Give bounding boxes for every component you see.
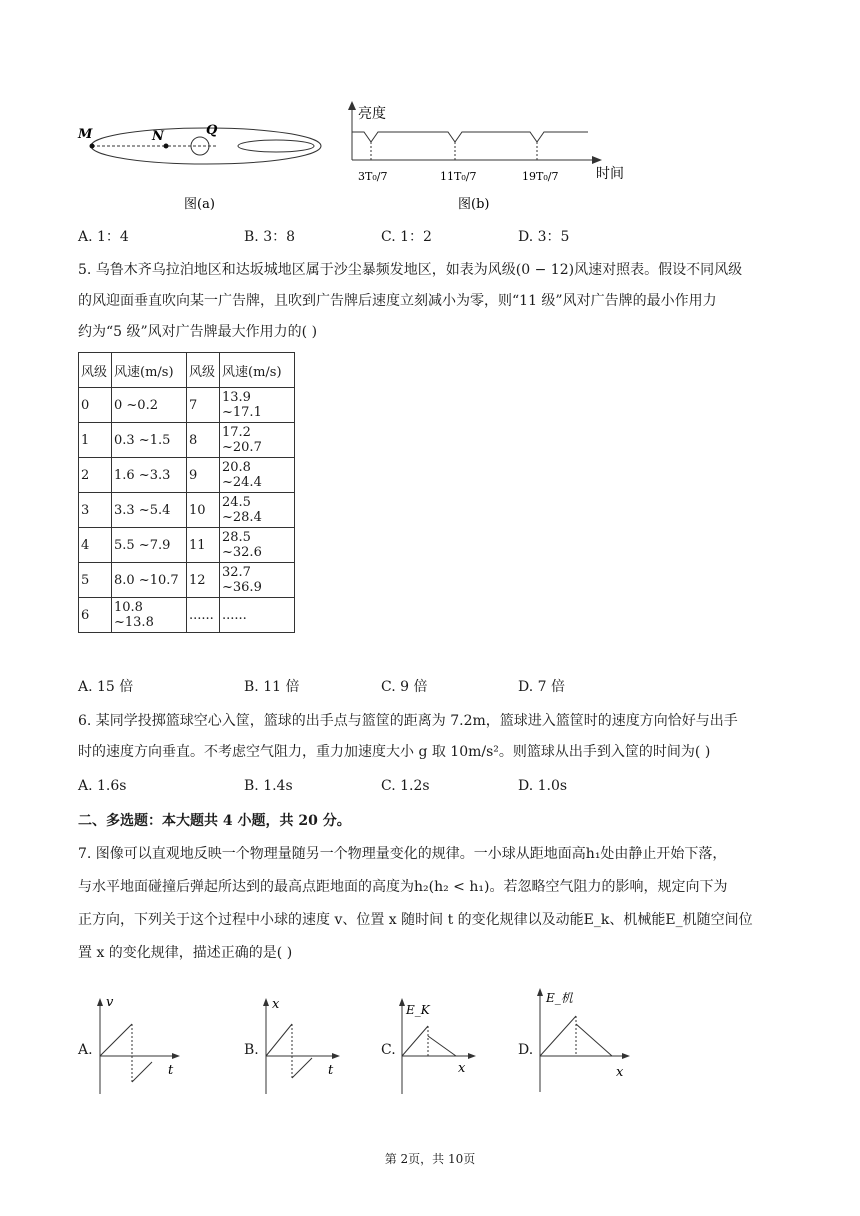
q6-stem-line1: 6. 某同学投掷篮球空心入筐，篮球的出手点与篮筐的距离为 7.2m，篮球进入篮筐时的速度方向恰好与出手 [78, 713, 738, 729]
q5-stem [78, 255, 778, 348]
table-row [79, 563, 295, 598]
table-cell: 10 [187, 493, 220, 528]
q7-option-c[interactable]: C. [381, 1042, 396, 1058]
table-cell: 28.5 ~32.6 [220, 528, 295, 563]
table-cell: 9 [187, 458, 220, 493]
table-cell: 12 [187, 563, 220, 598]
q7-option-d[interactable]: D. [518, 1042, 534, 1058]
q7-stem [78, 838, 778, 970]
table-cell: 8.0 ~10.7 [112, 563, 187, 598]
table-cell: 5.5 ~7.9 [112, 528, 187, 563]
q5-stem-line3: 约为“5 级”风对广告牌最大作用力的( ) [78, 324, 318, 340]
q7-graph-c [398, 996, 488, 1096]
table-cell: 2 [79, 458, 112, 493]
q7-graph-b [262, 996, 352, 1096]
table-cell: ...... [187, 598, 220, 633]
header-cell: 风速(m/s) [220, 353, 295, 388]
table-row [79, 388, 295, 423]
table-cell: 7 [187, 388, 220, 423]
q4-option-d[interactable]: D. 3：5 [518, 229, 570, 245]
q4-option-c[interactable]: C. 1：2 [381, 229, 432, 245]
table-cell: 6 [79, 598, 112, 633]
table-cell: 13.9 ~17.1 [220, 388, 295, 423]
q6-stem-line2: 时的速度方向垂直。不考虑空气阻力，重力加速度大小 g 取 10m/s²。则篮球从出手到入筐的时间为( ) [78, 744, 711, 760]
q5-option-c[interactable]: C. 9 倍 [381, 679, 428, 695]
caption-fig-a: 图(a) [184, 197, 215, 212]
axis-label-x: x [272, 997, 280, 1012]
table-cell: 20.8 ~24.4 [220, 458, 295, 493]
x-label-time: 时间 [596, 166, 624, 182]
q4-option-a[interactable]: A. 1：4 [78, 229, 129, 245]
table-cell: 0 [79, 388, 112, 423]
axis-label-ek: E_K [406, 1003, 430, 1017]
q7-graph-d [536, 986, 636, 1096]
q5-stem-line1: 5. 乌鲁木齐乌拉泊地区和达坂城地区属于沙尘暴频发地区，如表为风级(0 − 12)风速对照表。假设不同风级 [78, 262, 743, 278]
q5-option-b[interactable]: B. 11 倍 [244, 679, 300, 695]
table-cell: 4 [79, 528, 112, 563]
table-cell: ...... [220, 598, 295, 633]
axis-label-x: x [616, 1065, 624, 1080]
label-N: N [152, 129, 164, 144]
table-cell: 8 [187, 423, 220, 458]
q5-option-d[interactable]: D. 7 倍 [518, 679, 565, 695]
q7-option-a[interactable]: A. [78, 1042, 93, 1058]
table-header-row [79, 353, 295, 388]
q6-option-b[interactable]: B. 1.4s [244, 778, 293, 794]
q5-stem-line2: 的风迎面垂直吹向某一广告牌，且吹到广告牌后速度立刻减小为零，则“11 级”风对广告牌的最小作用力 [78, 293, 717, 309]
table-cell: 11 [187, 528, 220, 563]
table-row [79, 528, 295, 563]
axis-label-e-mech: E_机 [546, 991, 573, 1005]
q6-option-d[interactable]: D. 1.0s [518, 778, 568, 794]
q4-option-b[interactable]: B. 3：8 [244, 229, 296, 245]
q7-stem-line2: 与水平地面碰撞后弹起所达到的最高点距地面的高度为h₂(h₂ < h₁)。若忽略空气阻力的影响，规定向下为 [78, 879, 728, 895]
q7-stem-line1: 7. 图像可以直观地反映一个物理量随另一个物理量变化的规律。一小球从距地面高h₁处由静止开始下落， [78, 846, 727, 862]
q5-option-a[interactable]: A. 15 倍 [78, 679, 134, 695]
table-cell: 1.6 ~3.3 [112, 458, 187, 493]
header-cell: 风级 [79, 353, 112, 388]
label-Q: Q [206, 123, 218, 138]
axis-label-x: x [458, 1061, 466, 1076]
axis-label-t: t [168, 1063, 174, 1078]
q7-option-b[interactable]: B. [244, 1042, 259, 1058]
q6-option-c[interactable]: C. 1.2s [381, 778, 430, 794]
axis-label-v: v [106, 996, 114, 1010]
figure-b-brightness-graph [340, 98, 640, 218]
header-cell: 风级 [187, 353, 220, 388]
section-heading-multiple-choice: 二、多选题：本大题共 4 小题，共 20 分。 [78, 813, 351, 829]
table-cell: 0 ~0.2 [112, 388, 187, 423]
table-cell: 5 [79, 563, 112, 598]
q6-option-a[interactable]: A. 1.6s [78, 778, 127, 794]
table-cell: 1 [79, 423, 112, 458]
q7-stem-line3: 正方向，下列关于这个过程中小球的速度 v、位置 x 随时间 t 的变化规律以及动能E_k、机械能E_机随空间位 [78, 912, 753, 928]
table-cell: 10.8 ~13.8 [112, 598, 187, 633]
y-label-brightness: 亮度 [358, 106, 386, 122]
table-cell: 0.3 ~1.5 [112, 423, 187, 458]
caption-fig-b: 图(b) [458, 197, 490, 212]
header-cell: 风速(m/s) [112, 353, 187, 388]
tick-3: 19T₀/7 [522, 170, 559, 183]
table-cell: 24.5 ~28.4 [220, 493, 295, 528]
wind-speed-table [78, 352, 295, 633]
axis-label-t: t [328, 1063, 334, 1078]
label-M: M [78, 127, 93, 142]
table-cell: 3.3 ~5.4 [112, 493, 187, 528]
table-row [79, 493, 295, 528]
table-row [79, 458, 295, 493]
table-row [79, 598, 295, 633]
q6-stem [78, 706, 778, 768]
q7-stem-line4: 置 x 的变化规律，描述正确的是( ) [78, 945, 293, 961]
table-cell: 17.2 ~20.7 [220, 423, 295, 458]
page-footer: 第 2页，共 10页 [384, 1152, 476, 1166]
table-cell: 3 [79, 493, 112, 528]
table-row [79, 423, 295, 458]
figure-a-orbits [76, 118, 326, 218]
table-cell: 32.7 ~36.9 [220, 563, 295, 598]
q7-graph-a [96, 996, 186, 1096]
tick-1: 3T₀/7 [358, 170, 388, 183]
tick-2: 11T₀/7 [440, 170, 477, 183]
